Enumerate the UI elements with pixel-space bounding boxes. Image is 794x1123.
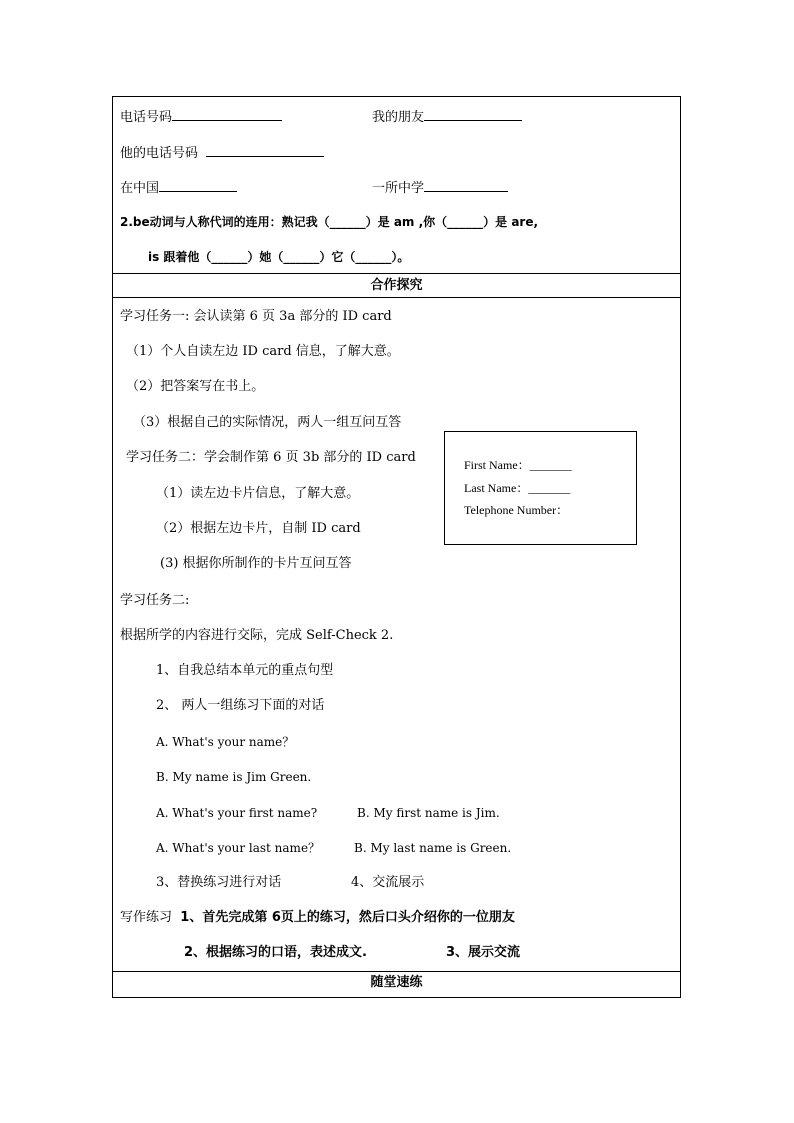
task2-step2: （2）根据左边卡片，自制 ID card <box>156 521 361 536</box>
section-header-cooperate: 合作探究 <box>370 278 423 293</box>
task3-title: 学习任务二: <box>120 593 190 608</box>
divider <box>113 297 680 298</box>
task1-title: 学习任务一: 会认读第 6 页 3a 部分的 ID card <box>120 309 392 324</box>
writing-step2: 2、根据练习的口语，表述成文. <box>184 945 367 960</box>
my-friend-blank[interactable] <box>424 108 522 121</box>
in-china-blank[interactable] <box>159 179 237 192</box>
task1-step3: （3）根据自己的实际情况，两人一组互问互答 <box>133 415 402 430</box>
task3-item3: 3、替换练习进行对话 <box>156 875 282 890</box>
writing-practice-line1 <box>120 910 515 926</box>
task2-step1: （1）读左边卡片信息，了解大意。 <box>156 486 360 501</box>
task1-step2: （2）把答案写在书上。 <box>126 379 265 394</box>
worksheet-table <box>112 96 681 998</box>
dialog-b3: B. My last name is Green. <box>354 841 512 855</box>
dialog-b2: B. My first name is Jim. <box>357 806 500 820</box>
middle-school-label: 一所中学 <box>372 181 425 196</box>
phone-number-label: 电话号码 <box>120 110 173 125</box>
id-card-box <box>444 431 637 545</box>
phone-number-blank[interactable] <box>172 108 282 121</box>
divider <box>113 971 680 972</box>
dialog-a1: A. What's your name？ <box>156 735 295 749</box>
task2-step3: (3) 根据你所制作的卡片互问互答 <box>160 556 352 571</box>
id-card-first-name: First Name：_______ <box>464 458 572 472</box>
dialog-a3: A. What's your last name？ <box>156 841 321 855</box>
dialog-b1: B. My name is Jim Green. <box>156 770 312 784</box>
his-phone-field <box>120 144 324 162</box>
task3-item4: 4、交流展示 <box>351 875 425 890</box>
in-china-label: 在中国 <box>120 181 160 196</box>
task3-intro: 根据所学的内容进行交际，完成 Self-Check 2. <box>120 628 394 643</box>
writing-label: 写作练习 <box>120 910 173 925</box>
task3-item1: 1、自我总结本单元的重点句型 <box>156 663 334 678</box>
writing-step3: 3、展示交流 <box>446 945 521 960</box>
phone-number-field <box>120 108 282 126</box>
section-header-quick-practice: 随堂速练 <box>370 975 423 990</box>
writing-step1: 1、首先完成第 6页上的练习，然后口头介绍你的一位朋友 <box>180 910 515 925</box>
middle-school-blank[interactable] <box>424 179 508 192</box>
dialog-a2: A. What's your first name? <box>156 806 318 820</box>
in-china-field <box>120 179 237 197</box>
id-card-telephone: Telephone Number： <box>464 503 569 517</box>
be-verb-line-2: is 跟着他（______）她（______）它（______）。 <box>148 250 410 264</box>
divider <box>113 273 680 274</box>
middle-school-field <box>372 179 508 197</box>
his-phone-blank[interactable] <box>206 144 324 157</box>
my-friend-field <box>372 108 522 126</box>
task3-item2: 2、 两人一组练习下面的对话 <box>156 698 325 713</box>
id-card-last-name: Last Name：_______ <box>464 481 571 495</box>
his-phone-label: 他的电话号码 <box>120 146 199 161</box>
task1-step1: （1）个人自读左边 ID card 信息，了解大意。 <box>126 344 400 359</box>
task2-title: 学习任务二：学会制作第 6 页 3b 部分的 ID card <box>126 450 416 465</box>
my-friend-label: 我的朋友 <box>372 110 425 125</box>
be-verb-line-1: 2.be动词与人称代词的连用：熟记我（______）是 am ,你（______）是 are, <box>120 215 539 229</box>
